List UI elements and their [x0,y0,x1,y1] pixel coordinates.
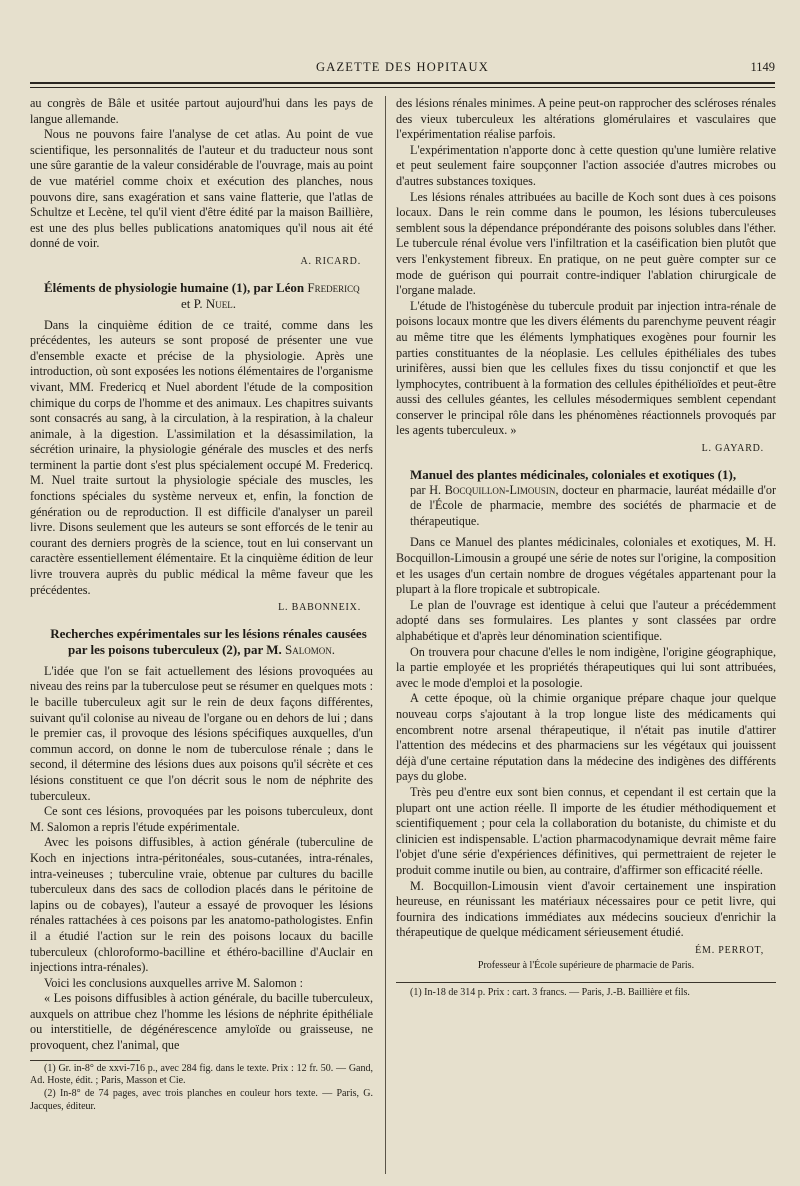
review-title: Manuel des plantes médicinales, coloniales et exotiques (1), [410,466,737,482]
footnote-rule [396,982,776,983]
continuation-paragraph: Les lésions rénales attribuées au bacille de Koch sont dues à ces poisons locaux. Dans le rein comme dans le poumon, les lésions tuberculeuses semblent sous la dépendance prépondérante des poisons solubles dans l'éther. Le tubercule rénal évolue vers l'infiltration et la caséification bien plutôt que vers l'enkystement fibreux. En pratique, on ne peut guère compter sur ce mode de guérison qui pourrait contre-indiquer l'ablation chirurgicale de l'organe malade. [396,189,776,298]
review-paragraph: A cette époque, où la chimie organique prépare chaque jour quelque nouveau corps s'ajoutant à la trop longue liste des médicaments qui encombrent notre arsenal thérapeutique, il n'était pas inutile d'attirer l'attention des médecins et des pharmaciens sur les végétaux qui jouissent déjà d'une certaine réputation dans la médecine des indigènes des différents pays du globe. [396,691,776,784]
review-title: Éléments de physiologie humaine (1), par Léon Fredericq [44,279,360,295]
column-separator [385,96,386,1174]
review-signature-role: Professeur à l'École supérieure de pharmacie de Paris. [477,960,695,972]
review-paragraph: Avec les poisons diffusibles, à action générale (tuberculine de Koch en injections intra-péritonéales, sous-cutanées, intra-rénales, intra-veineuses ; tuberculine vraie, obtenue par cultures du bacille tuberculeux dans des sacs de collodion placés dans le péritoine de lapins ou de cobayes), l'auteur a essayé de provoquer les lésions rénales rattachées à ces poisons par les anatomo-pathologistes. Enfin il a étudié l'action sur le rein des poisons locaux du bacille tuberculeux (chloroformo-bacilline et éthéro-bacilline d'Auclair en injections intra-rénales). [30,835,373,975]
review-paragraph: Le plan de l'ouvrage est identique à celui que l'auteur a précédemment adopté dans ses formulaires. Les plantes y sont classées par ordre alphabétique et d'après leur dénomination scientifique. [396,597,776,643]
review-signature: ÉM. PERROT, [695,944,764,956]
footnote-rule [30,1060,140,1061]
page-number: 1149 [750,60,775,74]
footnote: (1) Gr. in-8° de xxvi-716 p., avec 284 fig. dans le texte. Prix : 12 fr. 50. — Gand, Ad. Hoste, édit. ; Paris, Masson et Cie. [30,1062,373,1087]
right-column [396,96,776,1000]
intro-signature: A. RICARD. [300,255,361,267]
review-signature: L. BABONNEIX. [278,602,361,614]
header-rule [30,82,775,84]
review-paragraph: Ce sont ces lésions, provoquées par les poisons tuberculeux, dont M. Salomon a repris l'étude expérimentale. [30,804,373,834]
intro-paragraph: Nous ne pouvons faire l'analyse de cet atlas. Au point de vue scientifique, les personnalités de l'auteur et du traducteur nous sont une sûre garantie de la valeur considérable de l'ouvrage, mais au point de vue matériel comme choix et exécution des planches, nous pouvons dire, sans exagération et sans vaine flatterie, que l'atlas de Schultze et Lecène, tel qu'il vient d'être édité par la maison Baillière, est une des plus belles publications anatomiques qu'il nous ait été donné de voir. [30,127,373,251]
left-column [30,96,373,1114]
review-paragraph: Voici les conclusions auxquelles arrive M. Salomon : [44,975,304,990]
review-paragraph: Très peu d'entre eux sont bien connus, et cependant il est certain que la plupart ont une action réelle. Il importe de les étudier méthodiquement et scientifiquement ; pour cela la collaboration du botaniste, du chimiste et du clinicien est indispensable. L'action pharmacodynamique devrait même faire l'objet d'une série d'expériences définitives, qui permettraient de rejeter le produit comme inutile ou bien, au contraire, d'affirmer son efficacité réelle. [396,784,776,877]
journal-title: GAZETTE DES HOPITAUX [316,60,489,74]
review-paragraph: M. Bocquillon-Limousin vient d'avoir certainement une inspiration heureuse, en réunissant les matériaux nécessaires pour ce petit livre, qui fournira des indications immédiates aux médecins soucieux d'enrichir la thérapeutique de quelque médicament sérieusement étudié. [396,878,776,940]
continuation-paragraph: des lésions rénales minimes. A peine peut-on rapprocher des scléroses rénales des vieux tuberculeux les altérations glomérulaires et vasculaires que l'expérimentation réalise parfois. [396,96,776,142]
review-paragraph: On trouvera pour chacune d'elles le nom indigène, l'origine géographique, la partie employée et les propriétés thérapeutiques qui lui sont attribuées, avec le mode d'emploi et la posologie. [396,644,776,690]
review-title: Recherches expérimentales sur les lésions rénales causées par les poisons tuberculeux (2), par M. Salomon. [50,625,367,657]
review-paragraph: Dans ce Manuel des plantes médicinales, coloniales et exotiques, M. H. Bocquillon-Limousin a groupé une série de notes sur l'origine, la composition et les usages d'un certain nombre de drogues végétales appartenant pour la plupart à la flore tropicale et subtropicale. [396,535,776,597]
continuation-paragraph: L'expérimentation n'apporte donc à cette question qu'une lumière relative et peut seulement faire soupçonner l'action associée d'autres microbes ou d'autres substances toxiques. [396,142,776,188]
page-header [30,60,775,78]
header-rule-thin [30,87,775,88]
review-title-line2: par H. Bocquillon-Limousin, docteur en pharmacie, lauréat médaille d'or de l'École de pharmacie, membre des sociétés de pharmacie et de thérapeutique. [410,482,776,528]
review-title-line2: et P. Nuel. [180,295,237,311]
footnote: (1) In-18 de 314 p. Prix : cart. 3 francs. — Paris, J.-B. Baillière et fils. [410,987,690,999]
review-paragraph: L'idée que l'on se fait actuellement des lésions provoquées au niveau des reins par la tuberculose peut se résumer en quelques mots : le bacille tuberculeux agit sur le rein de deux façons différentes, suivant qu'il colonise au niveau de l'organe ou en dehors de lui ; dans le premier cas, il provoque des lésions spécifiques auxquelles, d'un commun accord, on donne le nom de tuberculose rénale ; dans le second, il détermine des lésions dues aux poisons qu'il sécrète et ces lésions constituent ce que l'on décrit sous le nom de néphrite des tuberculeux. [30,663,373,803]
review-quote: « Les poisons diffusibles à action générale, du bacille tuberculeux, auxquels on attribue chez l'homme les lésions de néphrite épithéliale ou interstitielle, de dégénérescence amyloïde ou graisseuse, ne provoquent, chez l'animal, que [30,991,373,1053]
continuation-paragraph: L'étude de l'histogénèse du tubercule produit par injection intra-rénale de poisons locaux montre que les divers éléments du parenchyme peuvent réagir au même titre que les éléments lymphatiques exogènes pour fournir les parties constituantes de la néoplasie. Les cellules épithéliales des tubes urinifères, aussi bien que les cellules fixes du tissu conjonctif et que les lymphocytes, contribuent à la formation des cellules épithélioïdes et peut-être aussi des cellules géantes, les cellules mésodermiques semblent cependant conserver le principal rôle dans les phénomènes réactionnels provoqués par les agents tuberculeux. » [396,298,776,438]
footnote: (2) In-8° de 74 pages, avec trois planches en couleur hors texte. — Paris, G. Jacques, éditeur. [30,1088,373,1113]
review-paragraph: Dans la cinquième édition de ce traité, comme dans les précédentes, les auteurs se sont proposé de présenter une vue d'ensemble exacte et précise de la physiologie. Après une introduction, où sont exposées les notions élémentaires de l'organisme vivant, MM. Fredericq et Nuel abordent l'étude de la composition chimique du corps de l'homme et des animaux. Les chapitres suivants sont consacrés au sang, à la circulation, à la respiration, à la chaleur animale, à la digestion. L'assimilation et la désassimilation, la sécrétion urinaire, la physiologie générale des muscles et des nerfs terminent la partie dont s'est plus spécialement occupé M. Fredericq. M. Nuel traite surtout la physiologie spéciale des muscles, les fonctions spéciales du système nerveux et, enfin, la fonction de génération ou de reproduction. Il est difficile d'analyser un pareil livre. Disons seulement que les auteurs se sont efforcés de le tenir au courant des derniers progrès de la science, tout en lui conservant un caractère essentiellement élémentaire. Et la cinquième édition de leur livre trouvera auprès du public médical la même faveur que les précédentes. [30,317,373,597]
intro-paragraph: au congrès de Bâle et usitée partout aujourd'hui dans les pays de langue allemande. [30,96,373,126]
continuation-signature: L. GAYARD. [701,443,764,455]
